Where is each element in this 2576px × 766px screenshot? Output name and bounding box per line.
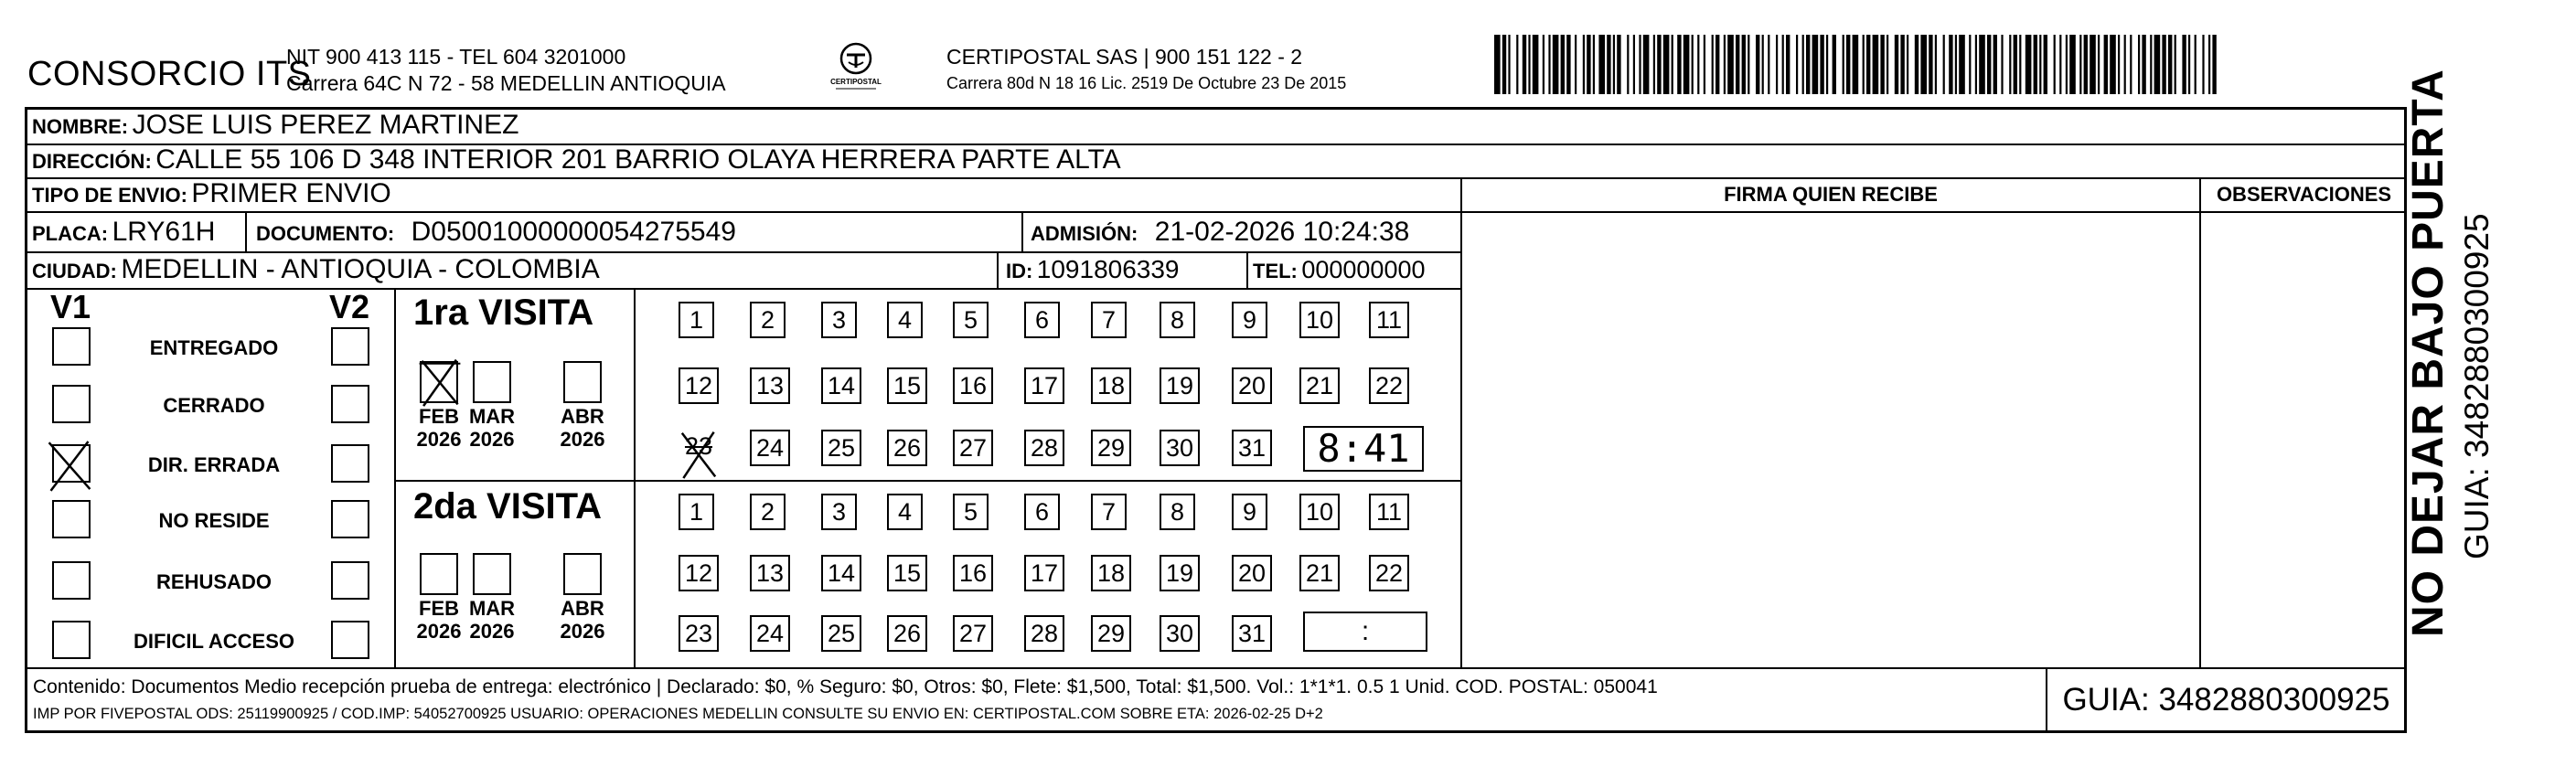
documento-value: D05001000000054275549 bbox=[411, 217, 736, 247]
barcode-bar bbox=[1887, 35, 1888, 94]
ciudad-value: MEDELLIN - ANTIOQUIA - COLOMBIA bbox=[121, 254, 600, 284]
no-dejar-bajo-puerta: NO DEJAR BAJO PUERTA bbox=[2404, 69, 2453, 637]
visit2-day-box[interactable]: 1 bbox=[679, 494, 714, 530]
visit2-day-box[interactable]: 4 bbox=[887, 494, 923, 530]
visit1-day-box[interactable]: 25 bbox=[821, 430, 861, 466]
barcode-bar bbox=[1853, 35, 1859, 94]
visit2-day-box[interactable]: 21 bbox=[1299, 555, 1340, 591]
barcode-bar bbox=[2009, 35, 2011, 94]
barcode-bar bbox=[1802, 35, 1804, 94]
visit1-day-box[interactable]: 19 bbox=[1160, 367, 1200, 404]
visit2-day-box[interactable]: 22 bbox=[1369, 555, 1409, 591]
divider bbox=[2199, 177, 2201, 667]
barcode-bar bbox=[1523, 35, 1526, 94]
barcode-bar bbox=[2118, 35, 2120, 94]
visit2-day-box[interactable]: 5 bbox=[953, 494, 989, 530]
barcode-bar bbox=[2019, 35, 2021, 94]
company-name: CONSORCIO ITS bbox=[27, 55, 312, 93]
visit2-day-box[interactable]: 29 bbox=[1091, 615, 1131, 652]
visit1-day-box[interactable]: 2 bbox=[750, 302, 786, 338]
barcode-bar bbox=[2130, 35, 2132, 94]
barcode-bar bbox=[2069, 35, 2076, 94]
carrier-info bbox=[946, 44, 1346, 97]
v2-checkbox[interactable] bbox=[331, 621, 369, 659]
visit2-day-box[interactable]: 14 bbox=[821, 555, 861, 591]
month-name: ABR bbox=[561, 597, 604, 620]
barcode-bar bbox=[2208, 35, 2210, 94]
barcode-bar bbox=[2138, 35, 2140, 94]
barcode-bar bbox=[1692, 35, 1694, 94]
barcode-bar bbox=[1975, 35, 1977, 94]
month-name: MAR bbox=[468, 597, 516, 620]
barcode-bar bbox=[1704, 35, 1705, 94]
visit2-day-box[interactable]: 2 bbox=[750, 494, 786, 530]
barcode-bar bbox=[1633, 35, 1635, 94]
logo-text: CERTIPOSTAL bbox=[830, 78, 882, 86]
month-name: FEB bbox=[419, 405, 459, 428]
barcode-bar bbox=[1907, 35, 1908, 94]
visit2-day-box[interactable]: 8 bbox=[1160, 494, 1195, 530]
id-value: 1091806339 bbox=[1036, 255, 1180, 283]
barcode-bar bbox=[1915, 35, 1919, 94]
v2-checkbox[interactable] bbox=[331, 500, 369, 538]
barcode-bar bbox=[1639, 35, 1641, 94]
barcode-bar bbox=[1796, 35, 1798, 94]
documento-label: DOCUMENTO: bbox=[256, 222, 395, 245]
visit1-day-box[interactable]: 5 bbox=[953, 302, 989, 338]
barcode-bar bbox=[1949, 35, 1952, 94]
visit1-day-box[interactable]: 14 bbox=[821, 367, 861, 404]
v1-checkbox[interactable] bbox=[52, 500, 91, 538]
barcode-bar bbox=[1782, 35, 1784, 94]
visit2-day-box[interactable]: 31 bbox=[1232, 615, 1272, 652]
status-label: DIFICIL ACCESO bbox=[133, 630, 294, 653]
divider bbox=[1460, 177, 1462, 667]
visit1-day-box[interactable]: 31 bbox=[1232, 430, 1272, 466]
barcode-bar bbox=[1762, 35, 1764, 94]
firma-header: FIRMA QUIEN RECIBE bbox=[1724, 183, 1938, 206]
visit2-day-box[interactable]: 16 bbox=[953, 555, 993, 591]
barcode-bar bbox=[1575, 35, 1577, 94]
barcode-bar bbox=[1553, 35, 1559, 94]
barcode-bar bbox=[1736, 35, 1739, 94]
barcode-bar bbox=[1873, 35, 1879, 94]
visit1-day-box[interactable]: 6 bbox=[1024, 302, 1060, 338]
visit1-day-box[interactable]: 1 bbox=[679, 302, 714, 338]
footer-imp-line: IMP POR FIVEPOSTAL ODS: 25119900925 / COD.IMP: 54052700925 USUARIO: OPERACIONES MEDELLIN CONSULTE SU ENVIO EN: CERTIPOSTAL.COM SOBRE ETA: 2026-02-25 D+2 bbox=[33, 706, 1323, 722]
visit2-day-box[interactable]: 23 bbox=[679, 615, 719, 652]
barcode-bar bbox=[2188, 35, 2190, 94]
barcode-bar bbox=[1583, 35, 1585, 94]
tipo-envio-value: PRIMER ENVIO bbox=[191, 178, 391, 208]
barcode-bar bbox=[1843, 35, 1844, 94]
barcode-bar bbox=[2110, 35, 2116, 94]
barcode-bar bbox=[2059, 35, 2061, 94]
visit1-month-label bbox=[409, 405, 469, 451]
barcode-bar bbox=[1929, 35, 1932, 94]
direccion-value: CALLE 55 106 D 348 INTERIOR 201 BARRIO OLAYA HERRERA PARTE ALTA bbox=[155, 144, 1121, 175]
admision-label: ADMISIÓN: bbox=[1031, 222, 1138, 245]
barcode-bar bbox=[1663, 35, 1670, 94]
visit1-day-box[interactable]: 20 bbox=[1232, 367, 1272, 404]
v1-check-mark bbox=[40, 437, 99, 494]
barcode-bar bbox=[1786, 35, 1790, 94]
visit2-day-box[interactable]: 18 bbox=[1091, 555, 1131, 591]
barcode-bar bbox=[2039, 35, 2041, 94]
visit2-day-box[interactable]: 26 bbox=[887, 615, 927, 652]
visit1-day-box[interactable]: 16 bbox=[953, 367, 993, 404]
visit1-day-box[interactable]: 30 bbox=[1160, 430, 1200, 466]
barcode-bar bbox=[2142, 35, 2145, 94]
visit1-day-box[interactable]: 11 bbox=[1369, 302, 1409, 338]
month-name: MAR bbox=[468, 405, 516, 428]
placa-value: LRY61H bbox=[112, 217, 216, 247]
tipo-envio-label: TIPO DE ENVIO: bbox=[32, 184, 187, 207]
barcode-bar bbox=[1533, 35, 1539, 94]
barcode-bar bbox=[2054, 35, 2056, 94]
barcode-bar bbox=[2014, 35, 2017, 94]
barcode-bar bbox=[1561, 35, 1565, 94]
barcode-bar bbox=[1724, 35, 1726, 94]
v1-checkbox[interactable] bbox=[52, 621, 91, 659]
visit1-day-box[interactable]: 7 bbox=[1091, 302, 1127, 338]
barcode-bar bbox=[1846, 35, 1850, 94]
barcode-bar bbox=[1880, 35, 1884, 94]
v2-checkbox[interactable] bbox=[331, 561, 369, 600]
barcode-bar bbox=[1672, 35, 1673, 94]
visit2-day-box[interactable]: 28 bbox=[1024, 615, 1064, 652]
tel-field bbox=[1253, 254, 1426, 290]
visit2-day-box[interactable]: 25 bbox=[821, 615, 861, 652]
direccion-label: DIRECCIÓN: bbox=[32, 150, 152, 173]
v1-header: V1 bbox=[50, 288, 91, 325]
company-info bbox=[286, 44, 726, 97]
month-year: 2026 bbox=[416, 428, 462, 451]
direccion-field bbox=[32, 144, 1121, 180]
visit2-month-checkbox[interactable] bbox=[563, 553, 602, 595]
nombre-field bbox=[32, 110, 518, 145]
visit2-day-box[interactable]: 11 bbox=[1369, 494, 1409, 530]
barcode-bar bbox=[1987, 35, 1991, 94]
barcode-bar bbox=[1566, 35, 1570, 94]
status-label: REHUSADO bbox=[156, 570, 272, 593]
divider bbox=[634, 288, 636, 667]
visit2-day-box[interactable]: 30 bbox=[1160, 615, 1200, 652]
barcode-bar bbox=[1516, 35, 1518, 94]
visit1-month-mark bbox=[414, 356, 465, 409]
visit2-month-checkbox[interactable] bbox=[473, 553, 511, 595]
visit1-day-box[interactable]: 8 bbox=[1160, 302, 1195, 338]
barcode-bar bbox=[1955, 35, 1957, 94]
barcode-bar bbox=[1697, 35, 1699, 94]
visit1-month-checkbox[interactable] bbox=[563, 361, 602, 403]
status-label: DIR. ERRADA bbox=[147, 453, 281, 476]
month-year: 2026 bbox=[469, 428, 515, 451]
visit1-day-box[interactable]: 3 bbox=[821, 302, 857, 338]
barcode-bar bbox=[1627, 35, 1629, 94]
visit1-month-checkbox[interactable] bbox=[473, 361, 511, 403]
v2-checkbox[interactable] bbox=[331, 327, 369, 366]
ciudad-label: CIUDAD: bbox=[32, 260, 117, 282]
divider bbox=[634, 480, 1460, 482]
barcode-bar bbox=[1756, 35, 1759, 94]
visit1-day-box[interactable]: 27 bbox=[953, 430, 993, 466]
barcode-bar bbox=[1657, 35, 1661, 94]
admision-value: 21-02-2026 10:24:38 bbox=[1154, 217, 1410, 247]
visit1-title: 1ra VISITA bbox=[413, 293, 594, 333]
barcode-bar bbox=[2026, 35, 2032, 94]
visit2-day-box[interactable]: 15 bbox=[887, 555, 927, 591]
company-address-line: Carrera 64C N 72 - 58 MEDELLIN ANTIOQUIA bbox=[286, 71, 726, 95]
nombre-value: JOSE LUIS PEREZ MARTINEZ bbox=[132, 110, 519, 140]
barcode-bar bbox=[1826, 35, 1828, 94]
barcode-bar bbox=[2168, 35, 2172, 94]
month-name: FEB bbox=[419, 597, 459, 620]
v2-header: V2 bbox=[329, 288, 370, 325]
barcode-bar bbox=[1528, 35, 1530, 94]
visit1-day-box[interactable]: 4 bbox=[887, 302, 923, 338]
barcode-bar bbox=[1677, 35, 1681, 94]
month-year: 2026 bbox=[416, 620, 462, 643]
visit1-day-box[interactable]: 15 bbox=[887, 367, 927, 404]
visit2-day-box[interactable]: 24 bbox=[750, 615, 790, 652]
barcode-bar bbox=[1920, 35, 1927, 94]
barcode-bar bbox=[1969, 35, 1971, 94]
visit2-title: 2da VISITA bbox=[413, 486, 602, 527]
barcode-bar bbox=[2162, 35, 2165, 94]
visit1-day-box[interactable]: 29 bbox=[1091, 430, 1131, 466]
visit2-month-checkbox[interactable] bbox=[420, 553, 458, 595]
certipostal-logo-icon bbox=[828, 40, 883, 91]
visit2-day-box[interactable]: 20 bbox=[1232, 555, 1272, 591]
divider bbox=[1021, 211, 1023, 251]
visit1-day-box[interactable]: 9 bbox=[1232, 302, 1267, 338]
barcode-bar bbox=[1833, 35, 1836, 94]
barcode-bar bbox=[1543, 35, 1545, 94]
barcode-bar bbox=[1712, 35, 1714, 94]
visit1-day-box[interactable]: 21 bbox=[1299, 367, 1340, 404]
barcode-bar bbox=[2175, 35, 2176, 94]
barcode-bar bbox=[1943, 35, 1945, 94]
barcode-bar bbox=[1776, 35, 1778, 94]
barcode-bar bbox=[1866, 35, 1870, 94]
visit2-day-box[interactable]: 17 bbox=[1024, 555, 1064, 591]
visit1-day-box[interactable]: 28 bbox=[1024, 430, 1064, 466]
status-label: CERRADO bbox=[163, 394, 265, 417]
status-label: NO RESIDE bbox=[158, 509, 270, 532]
barcode-bar bbox=[1613, 35, 1615, 94]
status-label: ENTREGADO bbox=[149, 336, 279, 359]
barcode-bar bbox=[1806, 35, 1810, 94]
divider bbox=[245, 211, 247, 251]
id-field bbox=[1006, 254, 1180, 290]
id-label: ID: bbox=[1006, 260, 1033, 282]
barcode-bar bbox=[1683, 35, 1690, 94]
visit2-day-box[interactable]: 12 bbox=[679, 555, 719, 591]
barcode-bar bbox=[1820, 35, 1823, 94]
v1-checkbox[interactable] bbox=[52, 327, 91, 366]
visit1-day-box[interactable]: 10 bbox=[1299, 302, 1340, 338]
barcode-bar bbox=[1935, 35, 1937, 94]
barcode-bar bbox=[1895, 35, 1898, 94]
divider bbox=[1246, 251, 1248, 288]
divider bbox=[394, 480, 634, 482]
v2-checkbox[interactable] bbox=[331, 385, 369, 423]
visit1-time-box[interactable]: 8:41 bbox=[1303, 426, 1424, 472]
visit2-day-box[interactable]: 6 bbox=[1024, 494, 1060, 530]
barcode-bar bbox=[2124, 35, 2126, 94]
month-year: 2026 bbox=[469, 620, 515, 643]
barcode-bar bbox=[1643, 35, 1650, 94]
side-guia: GUIA: 3482880300925 bbox=[2458, 213, 2496, 559]
visit1-day-box[interactable]: 12 bbox=[679, 367, 719, 404]
visit2-month-label bbox=[552, 597, 613, 643]
visit1-day-box[interactable]: 22 bbox=[1369, 367, 1409, 404]
barcode-bar bbox=[1617, 35, 1620, 94]
visit2-month-label bbox=[409, 597, 469, 643]
barcode-bar bbox=[2154, 35, 2161, 94]
carrier-line: CERTIPOSTAL SAS | 900 151 122 - 2 bbox=[946, 45, 1303, 69]
barcode-bar bbox=[2044, 35, 2047, 94]
visit1-month-label bbox=[552, 405, 613, 451]
visit1-day-box[interactable]: 17 bbox=[1024, 367, 1064, 404]
barcode-bar bbox=[2034, 35, 2037, 94]
barcode-bar bbox=[2079, 35, 2081, 94]
barcode-bar bbox=[2182, 35, 2186, 94]
v2-checkbox[interactable] bbox=[331, 444, 369, 483]
ciudad-field bbox=[32, 254, 600, 290]
visit1-day-box[interactable]: 23 bbox=[684, 432, 713, 460]
v1-checkbox[interactable] bbox=[52, 561, 91, 600]
placa-label: PLACA: bbox=[32, 222, 109, 245]
month-year: 2026 bbox=[560, 620, 605, 643]
barcode-bar bbox=[1727, 35, 1734, 94]
visit2-time-box[interactable]: : bbox=[1303, 612, 1427, 652]
visit1-day-box[interactable]: 18 bbox=[1091, 367, 1131, 404]
barcode-bar bbox=[1812, 35, 1819, 94]
footer-content-line: Contenido: Documentos Medio recepción prueba de entrega: electrónico | Declarado: $0, % Seguro: $0, Otros: $0, Flete: $1,500, Total: $1,500. Vol.: 1*1*1. 0.5 1 Unid. COD. POSTAL: 050041 bbox=[33, 676, 1658, 697]
visit1-month-label bbox=[462, 405, 522, 451]
tipo-envio-field bbox=[32, 178, 391, 214]
barcode-bar bbox=[1502, 35, 1506, 94]
visit2-day-box[interactable]: 27 bbox=[953, 615, 993, 652]
documento-field bbox=[256, 217, 736, 252]
tel-label: TEL: bbox=[1253, 260, 1298, 282]
barcode-bar bbox=[1716, 35, 1719, 94]
month-year: 2026 bbox=[560, 428, 605, 451]
barcode-bar bbox=[2202, 35, 2204, 94]
barcode-bar bbox=[1593, 35, 1595, 94]
barcode-bar bbox=[1959, 35, 1965, 94]
barcode-bar bbox=[2090, 35, 2096, 94]
barcode-bar bbox=[1768, 35, 1769, 94]
visit2-day-box[interactable]: 13 bbox=[750, 555, 790, 591]
visit2-day-box[interactable]: 3 bbox=[821, 494, 857, 530]
barcode-bar bbox=[1494, 35, 1501, 94]
visit1-day-box[interactable]: 13 bbox=[750, 367, 790, 404]
visit2-month-label bbox=[462, 597, 522, 643]
barcode-bar bbox=[1900, 35, 1904, 94]
visit2-day-box[interactable]: 10 bbox=[1299, 494, 1340, 530]
visit2-day-box[interactable]: 9 bbox=[1232, 494, 1267, 530]
barcode-bar bbox=[1607, 35, 1610, 94]
divider bbox=[997, 251, 999, 288]
barcode-bar bbox=[1993, 35, 1997, 94]
barcode-bar bbox=[2195, 35, 2197, 94]
barcode-bar bbox=[2084, 35, 2088, 94]
barcode-icon bbox=[1494, 35, 2219, 94]
barcode-bar bbox=[1979, 35, 1985, 94]
barcode-bar bbox=[2104, 35, 2108, 94]
v1-checkbox[interactable] bbox=[52, 385, 91, 423]
barcode-bar bbox=[1863, 35, 1865, 94]
barcode-bar bbox=[2001, 35, 2003, 94]
nombre-label: NOMBRE: bbox=[32, 115, 129, 138]
tel-value: 000000000 bbox=[1301, 256, 1426, 283]
barcode-bar bbox=[1548, 35, 1550, 94]
visit1-day-mark bbox=[675, 428, 722, 481]
footer-guia: GUIA: 3482880300925 bbox=[2046, 667, 2407, 733]
placa-field bbox=[32, 217, 215, 252]
admision-field bbox=[1031, 217, 1409, 252]
visit2-day-box[interactable]: 7 bbox=[1091, 494, 1127, 530]
month-name: ABR bbox=[561, 405, 604, 428]
visit1-day-box[interactable]: 26 bbox=[887, 430, 927, 466]
barcode-bar bbox=[2150, 35, 2152, 94]
carrier-address: Carrera 80d N 18 16 Lic. 2519 De Octubre 23 De 2015 bbox=[946, 74, 1347, 92]
observaciones-header: OBSERVACIONES bbox=[2216, 183, 2392, 206]
barcode-bar bbox=[1742, 35, 1746, 94]
divider bbox=[394, 288, 396, 667]
barcode-bar bbox=[1508, 35, 1510, 94]
barcode-bar bbox=[2212, 35, 2216, 94]
barcode-bar bbox=[2098, 35, 2100, 94]
visit1-day-box[interactable]: 24 bbox=[750, 430, 790, 466]
barcode-bar bbox=[1587, 35, 1590, 94]
company-nit-line: NIT 900 413 115 - TEL 604 3201000 bbox=[286, 45, 626, 69]
visit2-day-box[interactable]: 19 bbox=[1160, 555, 1200, 591]
barcode-bar bbox=[1653, 35, 1655, 94]
barcode-bar bbox=[1748, 35, 1749, 94]
barcode-bar bbox=[1598, 35, 1605, 94]
barcode-bar bbox=[2066, 35, 2068, 94]
